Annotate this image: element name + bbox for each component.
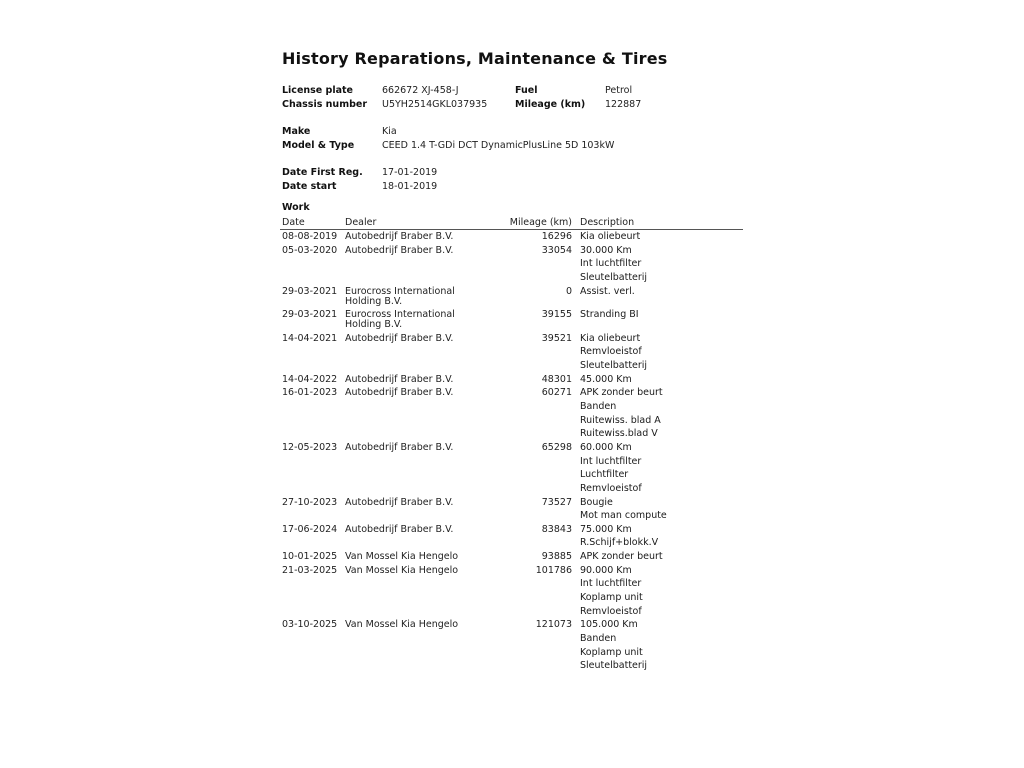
cell-description bbox=[580, 308, 743, 322]
description-line: Remvloeistof bbox=[580, 482, 642, 494]
column-header-description: Description bbox=[580, 217, 635, 228]
cell-description bbox=[580, 564, 743, 619]
description-line: APK zonder beurt bbox=[580, 387, 663, 399]
description-line: Assist. verl. bbox=[580, 285, 635, 297]
cell-date: 03-10-2025 bbox=[282, 619, 338, 631]
cell-mileage: 83843 bbox=[541, 523, 572, 535]
cell-description bbox=[580, 550, 743, 564]
license-plate-value: 662672 XJ-458-J bbox=[382, 85, 459, 96]
cell-mileage: 48301 bbox=[541, 373, 572, 385]
cell-date: 05-03-2020 bbox=[282, 244, 338, 256]
work-table-header bbox=[280, 217, 743, 230]
table-row bbox=[280, 550, 743, 564]
cell-date: 27-10-2023 bbox=[282, 496, 338, 508]
description-line: Kia oliebeurt bbox=[580, 332, 641, 344]
cell-description bbox=[580, 523, 743, 550]
chassis-label: Chassis number bbox=[282, 99, 368, 110]
make-value: Kia bbox=[382, 126, 397, 137]
description-line: Sleutelbatterij bbox=[580, 660, 648, 672]
work-table-body bbox=[280, 230, 743, 673]
cell-mileage: 121073 bbox=[535, 619, 572, 631]
mileage-label: Mileage (km) bbox=[515, 99, 586, 110]
description-line: Ruitewiss. blad A bbox=[580, 414, 661, 426]
cell-date: 10-01-2025 bbox=[282, 551, 338, 563]
cell-dealer: Van Mossel Kia Hengelo bbox=[345, 619, 459, 631]
description-line: Mot man compute bbox=[580, 510, 667, 522]
cell-description bbox=[580, 332, 743, 373]
description-line: Banden bbox=[580, 633, 617, 645]
first-reg-value: 17-01-2019 bbox=[382, 167, 438, 178]
cell-date: 16-01-2023 bbox=[282, 387, 338, 399]
fuel-label: Fuel bbox=[515, 85, 538, 96]
column-header-mileage: Mileage (km) bbox=[509, 217, 572, 228]
table-row bbox=[280, 285, 743, 309]
description-line: 45.000 Km bbox=[580, 373, 632, 385]
description-line: R.Schijf+blokk.V bbox=[580, 537, 659, 549]
mileage-value: 122887 bbox=[605, 99, 642, 110]
column-header-dealer: Dealer bbox=[345, 217, 377, 228]
description-line: 60.000 Km bbox=[580, 441, 632, 453]
cell-dealer: Autobedrijf Braber B.V. bbox=[345, 523, 454, 535]
cell-date: 12-05-2023 bbox=[282, 441, 338, 453]
cell-date: 14-04-2022 bbox=[282, 373, 338, 385]
description-line: 90.000 Km bbox=[580, 564, 632, 576]
cell-date: 21-03-2025 bbox=[282, 564, 338, 576]
cell-description bbox=[580, 230, 743, 244]
table-row bbox=[280, 373, 743, 387]
first-reg-label: Date First Reg. bbox=[282, 167, 363, 178]
date-start-label: Date start bbox=[282, 181, 337, 192]
cell-mileage: 73527 bbox=[541, 496, 572, 508]
description-line: Stranding BI bbox=[580, 309, 639, 321]
table-row bbox=[280, 308, 743, 332]
fuel-value: Petrol bbox=[605, 85, 633, 96]
cell-dealer: Eurocross International Holding B.V. bbox=[345, 309, 455, 331]
cell-date: 29-03-2021 bbox=[282, 285, 338, 297]
cell-dealer: Autobedrijf Braber B.V. bbox=[345, 244, 454, 256]
description-line: APK zonder beurt bbox=[580, 551, 663, 563]
description-line: 30.000 Km bbox=[580, 244, 632, 256]
make-label: Make bbox=[282, 126, 311, 137]
cell-mileage: 33054 bbox=[541, 244, 572, 256]
model-value: CEED 1.4 T-GDi DCT DynamicPlusLine 5D 103kW bbox=[382, 140, 615, 151]
table-row bbox=[280, 386, 743, 441]
description-line: 75.000 Km bbox=[580, 523, 632, 535]
cell-description bbox=[580, 386, 743, 441]
description-line: Sleutelbatterij bbox=[580, 271, 648, 283]
cell-mileage: 39155 bbox=[541, 309, 572, 321]
description-line: Kia oliebeurt bbox=[580, 231, 641, 242]
license-plate-label: License plate bbox=[282, 85, 354, 96]
date-start-value: 18-01-2019 bbox=[382, 181, 438, 192]
cell-description bbox=[580, 618, 743, 673]
table-row bbox=[280, 441, 743, 496]
description-line: Int luchtfilter bbox=[580, 578, 642, 590]
description-line: Koplamp unit bbox=[580, 592, 643, 604]
table-row bbox=[280, 332, 743, 373]
description-line: Luchtfilter bbox=[580, 469, 629, 481]
cell-date: 29-03-2021 bbox=[282, 309, 338, 321]
cell-dealer: Autobedrijf Braber B.V. bbox=[345, 332, 454, 344]
page-title: History Reparations, Maintenance & Tires bbox=[282, 49, 668, 68]
work-table bbox=[280, 217, 743, 673]
cell-description bbox=[580, 285, 743, 299]
table-row bbox=[280, 496, 743, 523]
description-line: Sleutelbatterij bbox=[580, 359, 648, 371]
description-line: Remvloeistof bbox=[580, 346, 642, 358]
cell-dealer: Autobedrijf Braber B.V. bbox=[345, 496, 454, 508]
cell-date: 08-08-2019 bbox=[282, 231, 338, 242]
cell-mileage: 16296 bbox=[541, 231, 572, 242]
table-row bbox=[280, 244, 743, 285]
table-row bbox=[280, 618, 743, 673]
column-header-date: Date bbox=[282, 217, 305, 228]
description-line: Koplamp unit bbox=[580, 646, 643, 658]
cell-mileage: 60271 bbox=[541, 387, 572, 399]
work-section-title: Work bbox=[282, 202, 310, 213]
cell-dealer: Autobedrijf Braber B.V. bbox=[345, 373, 454, 385]
description-line: Int luchtfilter bbox=[580, 258, 642, 270]
cell-mileage: 101786 bbox=[535, 564, 572, 576]
chassis-value: U5YH2514GKL037935 bbox=[382, 99, 488, 110]
cell-description bbox=[580, 244, 743, 285]
table-row bbox=[280, 230, 743, 244]
model-label: Model & Type bbox=[282, 140, 355, 151]
description-line: Ruitewiss.blad V bbox=[580, 428, 658, 440]
description-line: Remvloeistof bbox=[580, 605, 642, 617]
cell-dealer: Autobedrijf Braber B.V. bbox=[345, 231, 454, 242]
description-line: Banden bbox=[580, 400, 617, 412]
cell-dealer: Van Mossel Kia Hengelo bbox=[345, 551, 459, 563]
cell-mileage: 39521 bbox=[541, 332, 572, 344]
cell-dealer: Eurocross International Holding B.V. bbox=[345, 285, 455, 307]
cell-description bbox=[580, 441, 743, 496]
cell-dealer: Van Mossel Kia Hengelo bbox=[345, 564, 459, 576]
cell-dealer: Autobedrijf Braber B.V. bbox=[345, 387, 454, 399]
cell-date: 17-06-2024 bbox=[282, 523, 338, 535]
maintenance-history-page bbox=[282, 48, 743, 672]
cell-mileage: 93885 bbox=[541, 551, 572, 563]
cell-mileage: 0 bbox=[565, 285, 572, 297]
cell-dealer: Autobedrijf Braber B.V. bbox=[345, 441, 454, 453]
table-row bbox=[280, 564, 743, 619]
table-row bbox=[280, 523, 743, 550]
description-line: Bougie bbox=[580, 496, 613, 508]
description-line: Int luchtfilter bbox=[580, 455, 642, 467]
cell-description bbox=[580, 373, 743, 387]
cell-mileage: 65298 bbox=[541, 441, 572, 453]
cell-date: 14-04-2021 bbox=[282, 332, 338, 344]
description-line: 105.000 Km bbox=[580, 619, 638, 631]
cell-description bbox=[580, 496, 743, 523]
